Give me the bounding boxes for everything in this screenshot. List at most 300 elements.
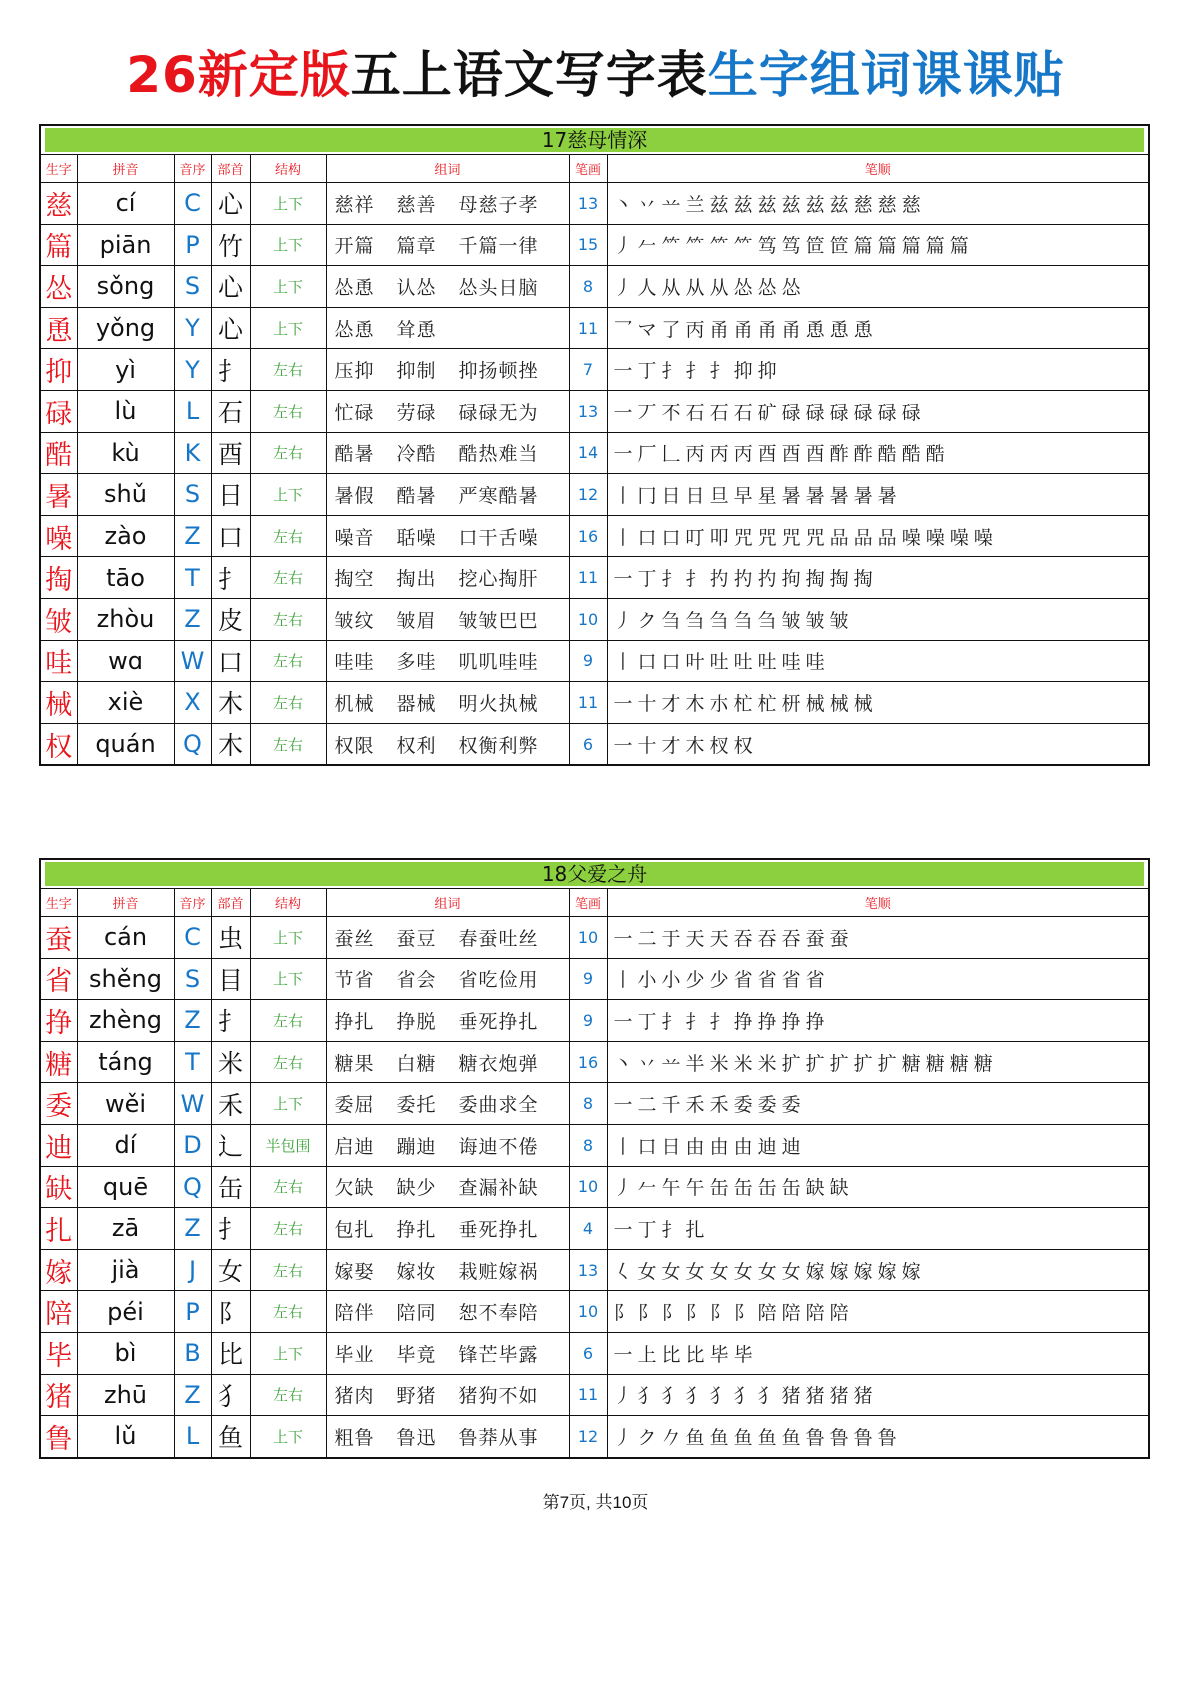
stroke-step: 由 <box>733 1135 755 1158</box>
stroke-step: 篇 <box>853 235 875 258</box>
stroke-step: 怂 <box>757 276 779 299</box>
structure-cell: 左右 <box>250 1249 326 1291</box>
pinyin-cell: dí <box>77 1124 174 1166</box>
stroke-count-cell: 13 <box>569 183 607 225</box>
word-item: 皱皱巴巴 <box>458 609 539 632</box>
radical-cell: 扌 <box>211 349 250 391</box>
stroke-step: 十 <box>637 692 659 715</box>
stroke-step: 女 <box>733 1260 755 1283</box>
word-item: 挣脱 <box>396 1010 437 1033</box>
table-row <box>40 1416 1149 1458</box>
table-row <box>40 390 1149 432</box>
stroke-step: 旦 <box>709 484 731 507</box>
stroke-step: 一 <box>613 360 635 383</box>
stroke-step: 扌 <box>661 1218 683 1241</box>
word-item: 嫁娶 <box>334 1260 375 1283</box>
page-footer: 第7页, 共10页 <box>542 1493 649 1512</box>
stroke-step: 兹 <box>781 193 803 216</box>
pinyin-cell: kù <box>77 432 174 474</box>
stroke-step: 米 <box>757 1052 779 1075</box>
word-item: 慈善 <box>396 193 437 216</box>
pinyin-cell: zhòu <box>77 598 174 640</box>
stroke-step: 一 <box>613 927 635 950</box>
word-item: 春蚕吐丝 <box>458 927 539 950</box>
stroke-step: 一 <box>613 443 635 466</box>
word-item: 暑假 <box>334 484 375 507</box>
word-item: 压抑 <box>334 360 375 383</box>
stroke-step: 口 <box>637 651 659 674</box>
pinyin-cell: yì <box>77 349 174 391</box>
stroke-step: 挣 <box>805 1010 827 1033</box>
stroke-step: 慈 <box>877 193 899 216</box>
stroke-step: 矿 <box>757 401 779 424</box>
table-row <box>40 432 1149 474</box>
radical-cell: 阝 <box>211 1291 250 1333</box>
stroke-step: 恿 <box>853 318 875 341</box>
word-item: 怂恿 <box>334 276 375 299</box>
radical-cell: 日 <box>211 474 250 516</box>
stroke-step: 半 <box>685 1052 707 1075</box>
word-item: 酷暑 <box>396 484 437 507</box>
word-item: 欠缺 <box>334 1177 375 1200</box>
stroke-order-cell <box>607 1124 1149 1166</box>
stroke-order-cell <box>607 307 1149 349</box>
stroke-step: 兹 <box>805 193 827 216</box>
word-item: 皱眉 <box>396 609 437 632</box>
table-row <box>40 224 1149 266</box>
word-item: 忙碌 <box>334 401 375 424</box>
word-item: 聒噪 <box>396 526 437 549</box>
stroke-step: 缺 <box>829 1177 851 1200</box>
structure-cell: 上下 <box>250 183 326 225</box>
stroke-step: 省 <box>781 969 803 992</box>
character-cell: 缺 <box>40 1166 77 1208</box>
radical-cell: 女 <box>211 1249 250 1291</box>
words-cell <box>326 723 569 765</box>
stroke-step: 口 <box>637 526 659 549</box>
stroke-step: 缶 <box>709 1177 731 1200</box>
column-header: 生字 <box>40 155 77 183</box>
structure-cell: 上下 <box>250 1332 326 1374</box>
stroke-step: 犭 <box>661 1385 683 1408</box>
stroke-step: 碌 <box>829 401 851 424</box>
stroke-step: 一 <box>613 401 635 424</box>
stroke-step: 上 <box>637 1343 659 1366</box>
pinyin-cell: lù <box>77 390 174 432</box>
stroke-order-cell <box>607 682 1149 724</box>
radical-cell: 鱼 <box>211 1416 250 1458</box>
stroke-step: 午 <box>661 1177 683 1200</box>
word-item: 垂死挣扎 <box>458 1010 539 1033</box>
stroke-step: 丷 <box>637 193 659 216</box>
structure-cell: 左右 <box>250 640 326 682</box>
character-cell: 毕 <box>40 1332 77 1374</box>
word-item: 抑扬顿挫 <box>458 360 539 383</box>
stroke-step: 甬 <box>781 318 803 341</box>
initial-cell: W <box>174 1083 211 1125</box>
stroke-step: 扩 <box>853 1052 875 1075</box>
pinyin-cell: cí <box>77 183 174 225</box>
word-item: 缺少 <box>396 1177 437 1200</box>
stroke-step: 从 <box>661 276 683 299</box>
table-row <box>40 640 1149 682</box>
initial-cell: Z <box>174 1374 211 1416</box>
stroke-step: 朩 <box>709 692 731 715</box>
stroke-step: 缶 <box>757 1177 779 1200</box>
stroke-step: 丿 <box>613 1426 635 1449</box>
word-item: 怂恿 <box>334 318 375 341</box>
initial-cell: C <box>174 183 211 225</box>
word-item: 皱纹 <box>334 609 375 632</box>
column-header-row <box>40 155 1149 183</box>
stroke-step: 陪 <box>805 1302 827 1325</box>
stroke-step: 拘 <box>781 568 803 591</box>
table-row <box>40 183 1149 225</box>
stroke-step: 丨 <box>613 1135 635 1158</box>
stroke-step: 咒 <box>733 526 755 549</box>
stroke-step: 恿 <box>829 318 851 341</box>
table-row <box>40 1249 1149 1291</box>
stroke-step: 碌 <box>853 401 875 424</box>
stroke-step: 不 <box>661 401 683 424</box>
stroke-step: 嫁 <box>829 1260 851 1283</box>
words-cell <box>326 557 569 599</box>
initial-cell: Q <box>174 1166 211 1208</box>
stroke-step: 厂 <box>637 443 659 466</box>
structure-cell: 左右 <box>250 723 326 765</box>
stroke-count-cell: 14 <box>569 432 607 474</box>
stroke-step: 品 <box>877 526 899 549</box>
stroke-step: 咒 <box>781 526 803 549</box>
words-cell <box>326 682 569 724</box>
stroke-order-cell <box>607 1332 1149 1374</box>
stroke-step: 阝 <box>685 1302 707 1325</box>
stroke-step: 篇 <box>949 235 971 258</box>
pinyin-cell: táng <box>77 1041 174 1083</box>
stroke-step: 犭 <box>733 1385 755 1408</box>
stroke-step: 篇 <box>877 235 899 258</box>
stroke-step: 小 <box>661 969 683 992</box>
word-item: 劳碌 <box>396 401 437 424</box>
stroke-step: 甬 <box>733 318 755 341</box>
initial-cell: Y <box>174 307 211 349</box>
title-part-red: 26新定版 <box>126 46 351 104</box>
stroke-step: 扎 <box>685 1218 707 1241</box>
stroke-step: 从 <box>685 276 707 299</box>
word-item: 糖衣炮弹 <box>458 1052 539 1075</box>
stroke-step: 小 <box>637 969 659 992</box>
stroke-step: 少 <box>709 969 731 992</box>
words-cell <box>326 1249 569 1291</box>
stroke-step: 吐 <box>709 651 731 674</box>
word-item: 陪伴 <box>334 1302 375 1325</box>
stroke-count-cell: 12 <box>569 1416 607 1458</box>
lesson-grid <box>39 858 1150 1459</box>
stroke-step: 毕 <box>733 1343 755 1366</box>
pinyin-cell: zhèng <box>77 1000 174 1042</box>
words-cell <box>326 1083 569 1125</box>
stroke-step: 扩 <box>781 1052 803 1075</box>
stroke-step: 品 <box>829 526 851 549</box>
character-cell: 慈 <box>40 183 77 225</box>
words-cell <box>326 390 569 432</box>
stroke-step: 糖 <box>901 1052 923 1075</box>
stroke-step: 权 <box>733 734 755 757</box>
lesson-title: 18父爱之舟 <box>45 862 1144 886</box>
stroke-step: 酢 <box>853 443 875 466</box>
stroke-step: 𡿨 <box>613 1260 635 1283</box>
words-cell <box>326 1374 569 1416</box>
column-header: 笔顺 <box>607 155 1149 183</box>
column-header: 生字 <box>40 889 77 917</box>
stroke-step: 丙 <box>685 443 707 466</box>
stroke-order-cell <box>607 640 1149 682</box>
words-cell <box>326 640 569 682</box>
initial-cell: J <box>174 1249 211 1291</box>
column-header: 拼音 <box>77 889 174 917</box>
stroke-step: 犭 <box>637 1385 659 1408</box>
stroke-step: 省 <box>757 969 779 992</box>
stroke-count-cell: 16 <box>569 1041 607 1083</box>
stroke-step: 缶 <box>733 1177 755 1200</box>
stroke-step: 碌 <box>901 401 923 424</box>
words-cell <box>326 266 569 308</box>
stroke-step: 掏 <box>853 568 875 591</box>
stroke-count-cell: 7 <box>569 349 607 391</box>
stroke-step: 了 <box>661 318 683 341</box>
stroke-step: 械 <box>853 692 875 715</box>
stroke-step: 丨 <box>613 484 635 507</box>
initial-cell: C <box>174 917 211 959</box>
stroke-order-cell <box>607 183 1149 225</box>
lesson-banner-row <box>40 859 1149 889</box>
stroke-step: 酷 <box>925 443 947 466</box>
stroke-step: 蚕 <box>805 927 827 950</box>
column-header: 拼音 <box>77 155 174 183</box>
character-cell: 噪 <box>40 515 77 557</box>
word-item: 鲁莽从事 <box>458 1426 539 1449</box>
word-item: 白糖 <box>396 1052 437 1075</box>
stroke-step: 委 <box>733 1094 755 1117</box>
column-header: 笔画 <box>569 155 607 183</box>
stroke-step: 吐 <box>733 651 755 674</box>
pinyin-cell: piān <box>77 224 174 266</box>
stroke-step: 咒 <box>805 526 827 549</box>
stroke-step: 丿 <box>613 1177 635 1200</box>
initial-cell: W <box>174 640 211 682</box>
initial-cell: Z <box>174 1000 211 1042</box>
stroke-count-cell: 9 <box>569 958 607 1000</box>
stroke-order-cell <box>607 1249 1149 1291</box>
word-item: 认怂 <box>396 276 437 299</box>
stroke-step: 陪 <box>781 1302 803 1325</box>
stroke-step: マ <box>637 318 659 341</box>
stroke-step: 慈 <box>901 193 923 216</box>
word-item: 明火执械 <box>458 692 539 715</box>
stroke-step: 碌 <box>781 401 803 424</box>
radical-cell: 竹 <box>211 224 250 266</box>
stroke-step: 怂 <box>781 276 803 299</box>
words-cell <box>326 1124 569 1166</box>
word-item: 省吃俭用 <box>458 969 539 992</box>
word-item: 权利 <box>396 734 437 757</box>
stroke-count-cell: 10 <box>569 917 607 959</box>
title-part-blue: 生字组词课课贴 <box>707 46 1065 104</box>
stroke-step: 皱 <box>829 609 851 632</box>
stroke-order-cell <box>607 474 1149 516</box>
stroke-step: 禾 <box>685 1094 707 1117</box>
pinyin-cell: cán <box>77 917 174 959</box>
stroke-order-cell <box>607 958 1149 1000</box>
word-item: 猪肉 <box>334 1385 375 1408</box>
initial-cell: X <box>174 682 211 724</box>
word-item: 糖果 <box>334 1052 375 1075</box>
structure-cell: 左右 <box>250 1374 326 1416</box>
character-cell: 恿 <box>40 307 77 349</box>
stroke-count-cell: 6 <box>569 1332 607 1374</box>
initial-cell: Q <box>174 723 211 765</box>
stroke-step: 从 <box>709 276 731 299</box>
pinyin-cell: bì <box>77 1332 174 1374</box>
stroke-step: 碌 <box>877 401 899 424</box>
word-item: 酷热难当 <box>458 443 539 466</box>
stroke-step: 一 <box>613 1010 635 1033</box>
character-cell: 糖 <box>40 1041 77 1083</box>
stroke-step: 挣 <box>733 1010 755 1033</box>
stroke-step: 天 <box>709 927 731 950</box>
column-header: 音序 <box>174 155 211 183</box>
stroke-step: 丆 <box>637 401 659 424</box>
word-item: 启迪 <box>334 1135 375 1158</box>
stroke-step: 抑 <box>757 360 779 383</box>
word-item: 开篇 <box>334 235 375 258</box>
table-row <box>40 1374 1149 1416</box>
stroke-step: 丿 <box>613 1385 635 1408</box>
structure-cell: 左右 <box>250 598 326 640</box>
stroke-step: 掏 <box>829 568 851 591</box>
stroke-step: ク <box>637 1426 659 1449</box>
stroke-step: 挣 <box>781 1010 803 1033</box>
stroke-step: 咒 <box>757 526 779 549</box>
pinyin-cell: xiè <box>77 682 174 724</box>
stroke-step: 噪 <box>925 526 947 549</box>
stroke-step: 阝 <box>733 1302 755 1325</box>
stroke-order-cell <box>607 917 1149 959</box>
words-cell <box>326 1166 569 1208</box>
word-item: 野猪 <box>396 1385 437 1408</box>
stroke-step: 篇 <box>925 235 947 258</box>
stroke-step: 挣 <box>757 1010 779 1033</box>
stroke-step: 刍 <box>733 609 755 632</box>
stroke-step: 扩 <box>877 1052 899 1075</box>
column-header: 结构 <box>250 889 326 917</box>
stroke-step: 毕 <box>709 1343 731 1366</box>
character-cell: 嫁 <box>40 1249 77 1291</box>
stroke-step: 噪 <box>973 526 995 549</box>
stroke-step: 杧 <box>733 692 755 715</box>
stroke-step: 二 <box>637 927 659 950</box>
table-row <box>40 917 1149 959</box>
column-header: 笔顺 <box>607 889 1149 917</box>
word-item: 酷暑 <box>334 443 375 466</box>
stroke-order-cell <box>607 1374 1149 1416</box>
stroke-step: 女 <box>757 1260 779 1283</box>
structure-cell: 上下 <box>250 1083 326 1125</box>
structure-cell: 左右 <box>250 515 326 557</box>
column-header: 组词 <box>326 889 569 917</box>
stroke-step: 兹 <box>733 193 755 216</box>
character-cell: 碌 <box>40 390 77 432</box>
character-cell: 陪 <box>40 1291 77 1333</box>
lesson-title: 17慈母情深 <box>45 128 1144 152</box>
stroke-step: 糖 <box>925 1052 947 1075</box>
table-row <box>40 349 1149 391</box>
stroke-count-cell: 9 <box>569 640 607 682</box>
radical-cell: 扌 <box>211 1208 250 1250</box>
stroke-step: ⺮ <box>661 235 683 258</box>
stroke-step: 嫁 <box>853 1260 875 1283</box>
stroke-count-cell: 11 <box>569 557 607 599</box>
radical-cell: 木 <box>211 723 250 765</box>
column-header: 部首 <box>211 155 250 183</box>
stroke-step: 扚 <box>733 568 755 591</box>
stroke-order-cell <box>607 390 1149 432</box>
stroke-step: 枅 <box>781 692 803 715</box>
stroke-count-cell: 8 <box>569 1124 607 1166</box>
pinyin-cell: péi <box>77 1291 174 1333</box>
column-header: 笔画 <box>569 889 607 917</box>
pinyin-cell: wɑ <box>77 640 174 682</box>
word-item: 抑制 <box>396 360 437 383</box>
stroke-order-cell <box>607 266 1149 308</box>
stroke-step: 𠂉 <box>637 235 659 258</box>
stroke-step: 扚 <box>757 568 779 591</box>
word-item: 千篇一律 <box>458 235 539 258</box>
stroke-step: 篇 <box>901 235 923 258</box>
stroke-step: 陪 <box>757 1302 779 1325</box>
stroke-step: 犭 <box>685 1385 707 1408</box>
initial-cell: Z <box>174 598 211 640</box>
stroke-count-cell: 8 <box>569 1083 607 1125</box>
column-header: 结构 <box>250 155 326 183</box>
stroke-count-cell: 10 <box>569 598 607 640</box>
stroke-step: 女 <box>661 1260 683 1283</box>
stroke-order-cell <box>607 515 1149 557</box>
stroke-step: 木 <box>685 692 707 715</box>
words-cell <box>326 1041 569 1083</box>
stroke-step: 𠂊 <box>661 1426 683 1449</box>
stroke-step: 䒑 <box>661 193 683 216</box>
stroke-step: 扌 <box>661 360 683 383</box>
initial-cell: T <box>174 1041 211 1083</box>
stroke-order-cell <box>607 432 1149 474</box>
word-item: 委屈 <box>334 1094 375 1117</box>
stroke-step: 阝 <box>709 1302 731 1325</box>
radical-cell: 扌 <box>211 557 250 599</box>
lesson-table-17 <box>39 124 1148 766</box>
character-cell: 扎 <box>40 1208 77 1250</box>
stroke-order-cell <box>607 598 1149 640</box>
stroke-step: 丿 <box>613 609 635 632</box>
column-header: 组词 <box>326 155 569 183</box>
word-item: 挖心掏肝 <box>458 568 539 591</box>
stroke-step: 石 <box>685 401 707 424</box>
stroke-step: 皱 <box>805 609 827 632</box>
word-item: 蚕豆 <box>396 927 437 950</box>
radical-cell: 口 <box>211 515 250 557</box>
stroke-order-cell <box>607 1291 1149 1333</box>
radical-cell: 比 <box>211 1332 250 1374</box>
